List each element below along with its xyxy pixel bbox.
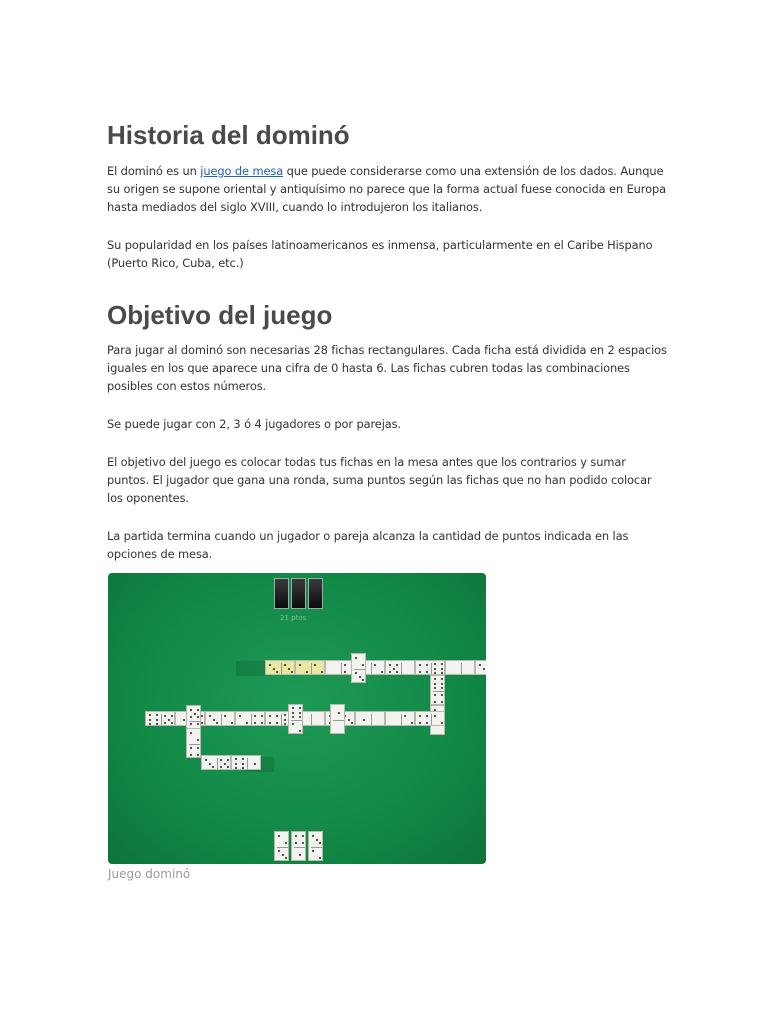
- domino-tile: [445, 660, 475, 675]
- pip: [355, 657, 357, 659]
- pip: [171, 722, 173, 724]
- domino-tile: [355, 711, 385, 726]
- tile-divider: [217, 758, 218, 769]
- pip: [209, 715, 211, 717]
- pip: [299, 664, 301, 666]
- pip: [344, 671, 346, 673]
- pip: [224, 763, 226, 765]
- pip: [197, 716, 199, 718]
- domino-tile: [415, 711, 445, 726]
- pip: [359, 676, 361, 678]
- pip: [269, 664, 271, 666]
- tile-divider: [294, 847, 305, 848]
- pip: [292, 707, 294, 709]
- tile-divider: [281, 714, 282, 725]
- pip: [351, 722, 353, 724]
- pip: [235, 767, 237, 769]
- tile-divider: [251, 714, 252, 725]
- pip: [299, 707, 301, 709]
- pip: [197, 709, 199, 711]
- domino-tile: [475, 660, 486, 675]
- paragraph-objetivo-4: La partida termina cuando un jugador o pareja alcanza la cantidad de puntos indicada en las opciones de mesa.: [107, 529, 629, 561]
- shadow-slot: [236, 661, 266, 676]
- pip: [212, 766, 214, 768]
- pip: [319, 842, 321, 844]
- pip: [302, 842, 304, 844]
- pip: [269, 722, 271, 724]
- pip: [338, 712, 340, 714]
- pip: [426, 715, 428, 717]
- pip: [434, 701, 436, 703]
- pip: [291, 671, 293, 673]
- tile-divider: [311, 847, 322, 848]
- paragraph-historia-1: [107, 162, 667, 216]
- pip: [312, 850, 314, 852]
- pip: [220, 766, 222, 768]
- score-label: 21 ptos: [280, 614, 307, 622]
- tile-divider: [341, 663, 342, 674]
- paragraph-historia-2: Su popularidad en los países latinoamericanos es inmensa, particularmente en el Caribe Hispano (Puerto Rico, Cuba, etc.): [107, 238, 653, 270]
- tile-divider: [333, 720, 344, 721]
- pip: [381, 671, 383, 673]
- pip: [441, 687, 443, 689]
- pip: [205, 759, 207, 761]
- domino-tile: [231, 755, 261, 770]
- pip: [156, 714, 158, 716]
- figure-caption: Juego dominó: [108, 867, 191, 881]
- pip: [190, 723, 192, 725]
- pip: [190, 732, 192, 734]
- pip: [441, 722, 443, 724]
- pip: [292, 723, 294, 725]
- pip: [156, 723, 158, 725]
- pip: [362, 679, 364, 681]
- domino-tile: [235, 711, 265, 726]
- pip: [197, 754, 199, 756]
- tile-divider: [401, 663, 402, 674]
- pip: [362, 664, 364, 666]
- opponent-tile: [274, 578, 289, 609]
- pip: [355, 672, 357, 674]
- tile-divider: [277, 847, 288, 848]
- heading-objetivo: Objetivo del juego: [107, 300, 333, 330]
- tile-divider: [354, 669, 365, 670]
- pip: [190, 709, 192, 711]
- pip: [434, 678, 436, 680]
- pip: [149, 723, 151, 725]
- pip: [319, 857, 321, 859]
- domino-game-image: [108, 573, 486, 864]
- pip: [194, 713, 196, 715]
- pip: [434, 694, 436, 696]
- pip: [242, 758, 244, 760]
- pip: [168, 719, 170, 721]
- domino-tile: [201, 755, 231, 770]
- pip: [284, 664, 286, 666]
- pip: [312, 835, 314, 837]
- domino-tile: [291, 831, 306, 861]
- pip: [426, 664, 428, 666]
- article: [107, 118, 667, 563]
- paragraph-objetivo-1: Para jugar al dominó son necesarias 28 fichas rectangulares. Cada ficha está dividida en 2 espacios iguales en los que aparece una cifra de 0 hasta 6. Las fichas cubren todas las combinaciones posibles con estos números.: [107, 343, 667, 393]
- pip: [190, 716, 192, 718]
- pip: [299, 716, 301, 718]
- domino-tile: [265, 660, 295, 675]
- pip: [201, 722, 203, 724]
- pip: [479, 664, 481, 666]
- pip: [396, 664, 398, 666]
- domino-tile: [205, 711, 235, 726]
- pip: [220, 759, 222, 761]
- paragraph-objetivo-3: El objetivo del juego es colocar todas tus fichas en la mesa antes que los contrarios y sumar puntos. El jugador que gana una ronda, suma puntos según las fichas que no han podido colocar los oponentes.: [107, 455, 652, 505]
- pip: [316, 839, 318, 841]
- pip: [434, 715, 436, 717]
- pip: [348, 719, 350, 721]
- pip: [419, 722, 421, 724]
- pip: [278, 835, 280, 837]
- opponent-tile: [291, 578, 306, 609]
- pip: [363, 719, 365, 721]
- pip: [282, 854, 284, 856]
- tile-divider: [431, 714, 432, 725]
- pip: [441, 663, 443, 665]
- juego-de-mesa-link[interactable]: juego de mesa: [200, 164, 284, 178]
- tile-divider: [247, 758, 248, 769]
- pip: [213, 719, 215, 721]
- pip: [201, 715, 203, 717]
- pip: [231, 722, 233, 724]
- pip: [235, 758, 237, 760]
- pip: [483, 668, 485, 670]
- pip: [171, 715, 173, 717]
- pip: [441, 668, 443, 670]
- pip: [285, 842, 287, 844]
- pip: [254, 763, 256, 765]
- domino-tile: [351, 653, 366, 683]
- pip: [284, 714, 286, 716]
- pip: [284, 719, 286, 721]
- pip: [285, 857, 287, 859]
- tile-divider: [431, 663, 432, 674]
- pip: [396, 671, 398, 673]
- text-after-link: que puede considerarse como una extensión de los dados. Aunque su origen se supone oriental y antiquísimo no parece que la forma actual fuese conocida en Europa hasta mediados del siglo XVIII, cuando lo introdujeron los italianos.: [107, 164, 667, 214]
- pip: [164, 715, 166, 717]
- pip: [227, 759, 229, 761]
- pip: [284, 723, 286, 725]
- pip: [292, 712, 294, 714]
- heading-historia: Historia del dominó: [107, 120, 350, 150]
- domino-tile: [295, 660, 325, 675]
- tile-divider: [461, 663, 462, 674]
- tile-divider: [371, 663, 372, 674]
- pip: [344, 664, 346, 666]
- tile-divider: [401, 714, 402, 725]
- domino-tile: [330, 704, 345, 734]
- pip: [235, 763, 237, 765]
- domino-tile: [274, 831, 289, 861]
- opponent-tile: [308, 578, 323, 609]
- domino-tile: [145, 711, 175, 726]
- pip: [299, 712, 301, 714]
- pip: [374, 664, 376, 666]
- domino-tile: [415, 660, 445, 675]
- pip: [302, 835, 304, 837]
- pip: [276, 671, 278, 673]
- tile-divider: [371, 714, 372, 725]
- pip: [411, 722, 413, 724]
- pip: [299, 854, 301, 856]
- pip: [197, 747, 199, 749]
- pip: [246, 722, 248, 724]
- pip: [149, 714, 151, 716]
- pip: [149, 719, 151, 721]
- pip: [261, 722, 263, 724]
- pip: [419, 715, 421, 717]
- pip: [434, 668, 436, 670]
- domino-tile: [385, 660, 415, 675]
- pip: [197, 739, 199, 741]
- tile-divider: [311, 663, 312, 674]
- pip: [209, 763, 211, 765]
- pip: [292, 716, 294, 718]
- pip: [239, 715, 241, 717]
- pip: [441, 701, 443, 703]
- domino-tile: [430, 675, 445, 705]
- tile-divider: [311, 714, 312, 725]
- pip: [434, 663, 436, 665]
- domino-tile: [288, 704, 303, 734]
- pip: [426, 671, 428, 673]
- pip: [404, 715, 406, 717]
- pip: [242, 763, 244, 765]
- pip: [288, 668, 290, 670]
- pip: [441, 672, 443, 674]
- tile-divider: [161, 714, 162, 725]
- pip: [190, 754, 192, 756]
- pip: [389, 671, 391, 673]
- domino-tile: [308, 831, 323, 861]
- tile-divider: [189, 721, 200, 722]
- pip: [441, 694, 443, 696]
- pip: [276, 715, 278, 717]
- domino-tile: [186, 728, 201, 758]
- pip: [434, 672, 436, 674]
- pip: [299, 730, 301, 732]
- pip: [273, 668, 275, 670]
- pip: [227, 766, 229, 768]
- pip: [224, 715, 226, 717]
- pip: [295, 842, 297, 844]
- pip: [164, 722, 166, 724]
- pip: [441, 678, 443, 680]
- pip: [419, 664, 421, 666]
- pip: [156, 719, 158, 721]
- pip: [295, 835, 297, 837]
- pip: [197, 723, 199, 725]
- pip: [321, 671, 323, 673]
- tile-divider: [291, 720, 302, 721]
- pip: [434, 687, 436, 689]
- pip: [389, 664, 391, 666]
- pip: [254, 722, 256, 724]
- domino-tile: [385, 711, 415, 726]
- pip: [254, 715, 256, 717]
- pip: [278, 850, 280, 852]
- pip: [242, 767, 244, 769]
- tile-divider: [221, 714, 222, 725]
- pip: [393, 668, 395, 670]
- pip: [190, 747, 192, 749]
- pip: [441, 683, 443, 685]
- tile-divider: [433, 691, 444, 692]
- pip: [183, 719, 185, 721]
- tile-divider: [189, 744, 200, 745]
- pip: [426, 722, 428, 724]
- tile-divider: [281, 663, 282, 674]
- pip: [434, 683, 436, 685]
- pip: [314, 664, 316, 666]
- pip: [306, 671, 308, 673]
- pip: [269, 715, 271, 717]
- pip: [419, 671, 421, 673]
- text-before-link: El dominó es un: [107, 164, 201, 178]
- pip: [216, 722, 218, 724]
- pip: [276, 722, 278, 724]
- paragraph-objetivo-2: Se puede jugar con 2, 3 ó 4 jugadores o por parejas.: [107, 417, 401, 431]
- pip: [261, 715, 263, 717]
